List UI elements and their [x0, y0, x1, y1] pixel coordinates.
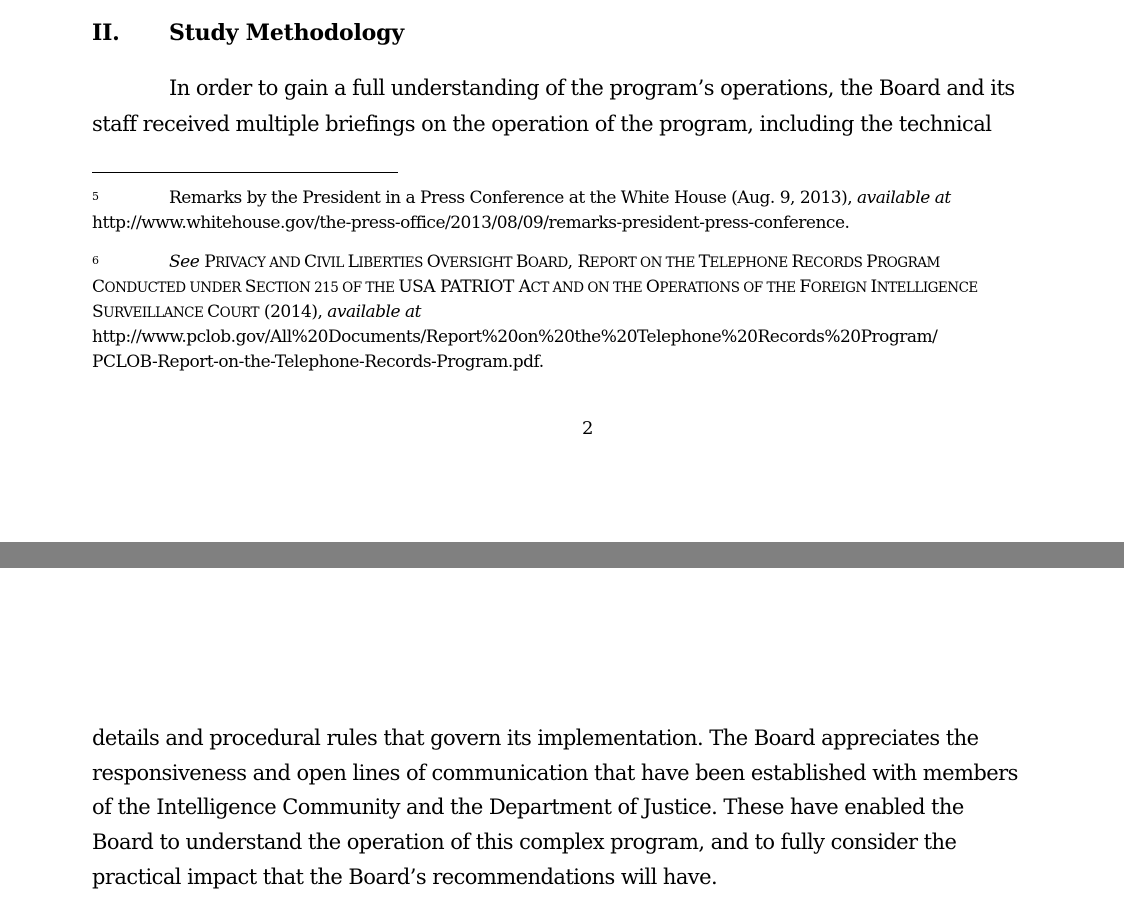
section-title: Study Methodology — [169, 20, 404, 46]
document-page-bottom — [0, 568, 1124, 917]
footnote-italic-text: available at — [327, 302, 421, 322]
footnote-url: http://www.pclob.gov/All%20Documents/Report%20on%20the%20Telephone%20Records%20Program/ — [92, 327, 938, 347]
body-text-line: practical impact that the Board’s recommendations will have. — [92, 865, 718, 889]
footnote-text-line — [169, 190, 951, 207]
footnote-text: Remarks by the President in a Press Conference at the White House (Aug. 9, 2013), — [169, 188, 853, 208]
body-text-line: staff received multiple briefings on the operation of the program, including the technical — [92, 112, 992, 136]
footnote-italic-text: available at — [857, 188, 951, 208]
footnote-text-line: SURVEILLANCE COURT (2014), available at — [92, 302, 421, 322]
page-separator — [0, 542, 1124, 568]
footnote-url: PCLOB-Report-on-the-Telephone-Records-Program.pdf. — [92, 352, 544, 372]
body-text-line: of the Intelligence Community and the Department of Justice. These have enabled the — [92, 795, 964, 819]
footnote-smallcaps-text: PRIVACY AND CIVIL LIBERTIES OVERSIGHT BOARD, REPORT ON THE TELEPHONE RECORDS PROGRAM — [204, 252, 940, 272]
footnote-text-line — [169, 254, 940, 271]
footnote-number: 6 — [92, 254, 99, 267]
section-heading — [92, 20, 404, 46]
body-text-line: responsiveness and open lines of communication that have been established with members — [92, 761, 1018, 785]
footnote-smallcaps-text: CONDUCTED UNDER SECTION 215 OF THE USA PATRIOT ACT AND ON THE OPERATIONS OF THE FOREIGN INTELLIGENCE — [92, 277, 978, 297]
footnote-signal: See — [169, 252, 200, 272]
body-text-line: Board to understand the operation of this complex program, and to fully consider the — [92, 830, 957, 854]
footnote-number: 5 — [92, 190, 99, 203]
body-text-line: In order to gain a full understanding of the program’s operations, the Board and its — [169, 76, 1015, 100]
footnote-separator — [92, 172, 398, 173]
body-text-line: details and procedural rules that govern its implementation. The Board appreciates the — [92, 726, 979, 750]
page-number: 2 — [582, 418, 594, 439]
section-number: II. — [92, 20, 120, 46]
footnote-url: http://www.whitehouse.gov/the-press-office/2013/08/09/remarks-president-press-conference. — [92, 213, 850, 233]
